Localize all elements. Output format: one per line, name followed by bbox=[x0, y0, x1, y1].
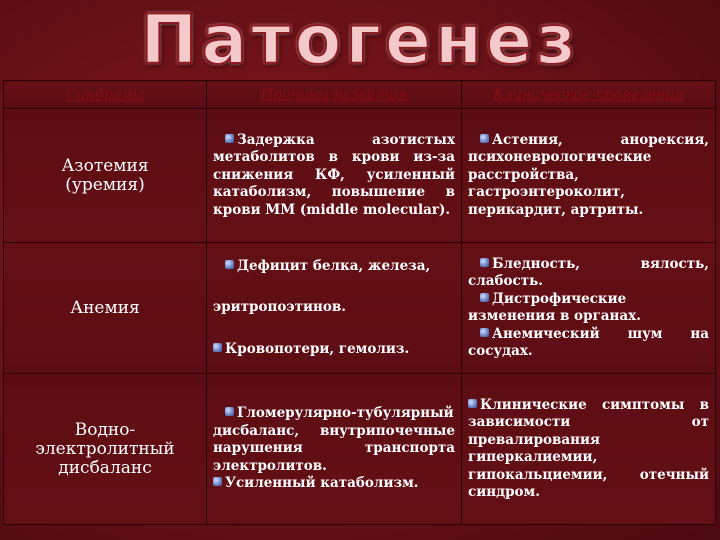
table-row bbox=[4, 109, 716, 243]
manifestation-text: Дистрофические изменения в органах. bbox=[468, 290, 641, 324]
header-syndromes: Синдромы bbox=[4, 81, 207, 109]
manifestation-text: Астения, анорексия, психоневрологические расстройства, гастроэнтероколит, перикардит, артриты. bbox=[468, 131, 709, 218]
bullet-icon bbox=[468, 399, 477, 408]
syndrome-cell bbox=[4, 374, 207, 525]
pathogenesis-table bbox=[3, 80, 716, 525]
table-row bbox=[4, 374, 716, 525]
causes-cell bbox=[207, 374, 462, 525]
syndrome-name: (уремия) bbox=[65, 174, 145, 195]
syndrome-name: Азотемия bbox=[61, 155, 149, 176]
cause-text: Задержка азотистых метаболитов в крови из-за снижения КФ, усиленный катаболизм, повышение в крови ММ (middle molecular). bbox=[213, 131, 455, 218]
header-manifestations: Клинические проявления bbox=[462, 81, 716, 109]
table-header-row bbox=[4, 81, 716, 109]
bullet-icon bbox=[225, 260, 234, 269]
manifestation-text: Бледность, вялость, слабость. bbox=[468, 255, 709, 289]
manifestations-cell bbox=[462, 243, 716, 374]
bullet-icon bbox=[480, 328, 489, 337]
bullet-icon bbox=[213, 343, 222, 352]
cause-text: Гломерулярно-тубулярный дисбаланс, внутрипочечные нарушения транспорта электролитов. bbox=[213, 405, 455, 474]
causes-cell bbox=[207, 243, 462, 374]
bullet-icon bbox=[213, 477, 222, 486]
syndrome-cell bbox=[4, 243, 207, 374]
syndrome-cell bbox=[4, 109, 207, 243]
table-row bbox=[4, 243, 716, 374]
bullet-icon bbox=[480, 134, 489, 143]
manifestation-text: Клинические симптомы в зависимости от превалирования гиперкалиемии, гипокальциемии, отечный синдром. bbox=[468, 396, 709, 500]
syndrome-name: электролитный bbox=[35, 438, 175, 459]
manifestation-text: Анемический шум на сосудах. bbox=[468, 325, 709, 359]
manifestations-cell bbox=[462, 374, 716, 525]
bullet-icon bbox=[480, 258, 489, 267]
cause-text: Усиленный катаболизм. bbox=[225, 475, 419, 492]
causes-cell bbox=[207, 109, 462, 243]
header-causes: Причины развития bbox=[207, 81, 462, 109]
cause-text: Кровопотери, гемолиз. bbox=[225, 340, 410, 357]
syndrome-name: Водно- bbox=[74, 419, 136, 440]
bullet-icon bbox=[225, 134, 234, 143]
manifestations-cell bbox=[462, 109, 716, 243]
syndrome-name: дисбаланс bbox=[58, 457, 152, 478]
bullet-icon bbox=[225, 407, 234, 416]
bullet-icon bbox=[480, 293, 489, 302]
page-title: Патогенез bbox=[140, 1, 580, 80]
syndrome-name: Анемия bbox=[70, 297, 140, 318]
cause-text: Дефицит белка, железа, bbox=[237, 257, 431, 274]
cause-text: эритропоэтинов. bbox=[213, 299, 346, 316]
